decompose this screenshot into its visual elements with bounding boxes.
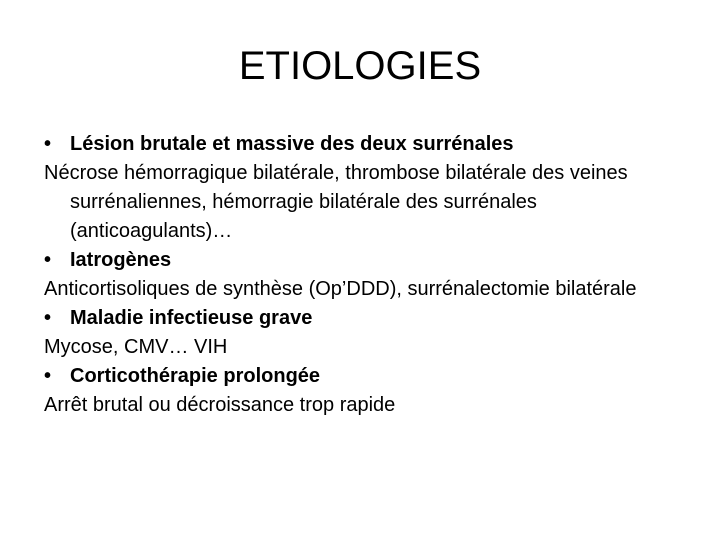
bullet-icon: • <box>44 307 52 329</box>
bullet-item <box>44 246 694 275</box>
bullet-detail: Nécrose hémorragique bilatérale, thrombose bilatérale des veines surrénaliennes, hémorragie bilatérale des surrénales (anticoagulants)… <box>44 162 628 242</box>
slide-title: ETIOLOGIES <box>238 44 482 88</box>
slide-content <box>44 130 694 420</box>
bullet-heading: Corticothérapie prolongée <box>70 365 321 387</box>
bullet-item <box>44 130 694 159</box>
bullet-icon: • <box>44 249 52 271</box>
bullet-icon: • <box>44 365 52 387</box>
bullet-item <box>44 304 694 333</box>
bullet-detail: Arrêt brutal ou décroissance trop rapide <box>44 394 396 416</box>
bullet-icon: • <box>44 133 52 155</box>
bullet-detail: Anticortisoliques de synthèse (Op’DDD), surrénalectomie bilatérale <box>44 278 637 300</box>
bullet-heading: Lésion brutale et massive des deux surrénales <box>70 133 514 155</box>
bullet-heading: Iatrogènes <box>70 249 172 271</box>
bullet-detail: Mycose, CMV… VIH <box>44 336 228 358</box>
bullet-item <box>44 362 694 391</box>
bullet-heading: Maladie infectieuse grave <box>70 307 313 329</box>
